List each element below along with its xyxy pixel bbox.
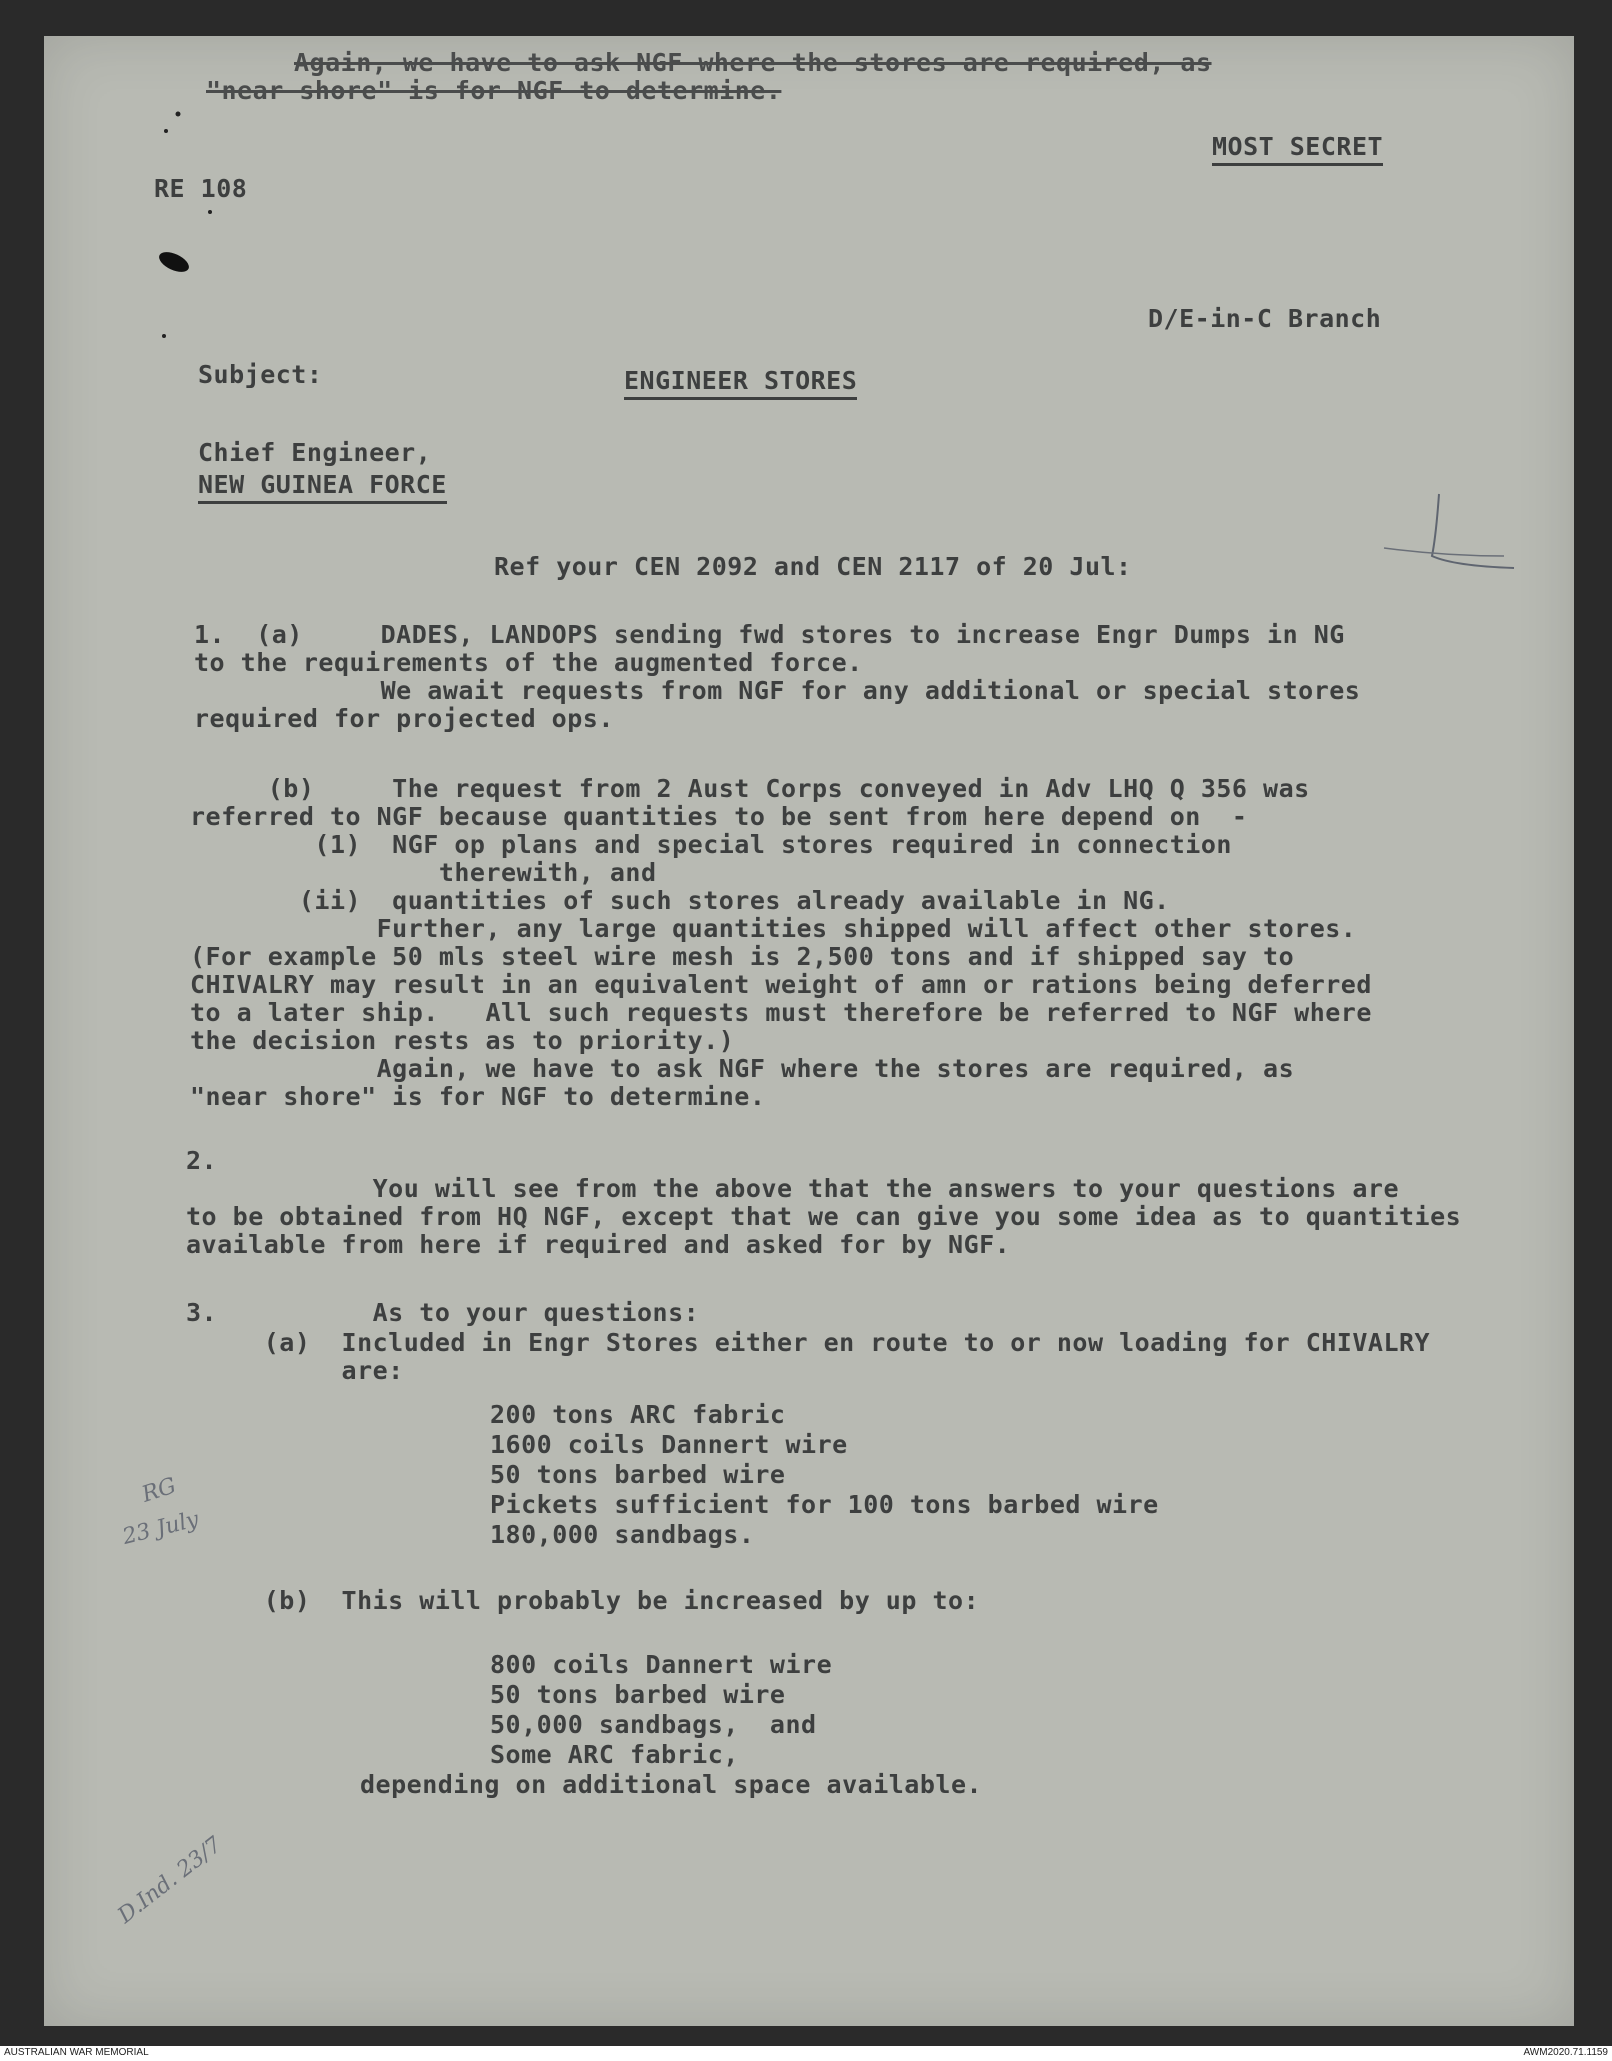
closing-line: depending on additional space available. [360, 1770, 983, 1799]
stores-list-b-item: 50,000 sandbags, and [490, 1710, 817, 1739]
para-1b-line: Further, any large quantities shipped will affect other stores. [190, 914, 1357, 943]
para-1b-line: (b) The request from 2 Aust Corps conveyed in Adv LHQ Q 356 was [190, 774, 1310, 803]
classification-marking: MOST SECRET [1212, 132, 1383, 166]
stores-list-b-item: 50 tons barbed wire [490, 1680, 786, 1709]
stores-list-a-item: Pickets sufficient for 100 tons barbed wire [490, 1490, 1159, 1519]
stores-list-b-item: 800 coils Dannert wire [490, 1650, 833, 1679]
struck-line-1: Again, we have to ask NGF where the stores are required, as [294, 48, 1212, 77]
stores-list-b-item: Some ARC fabric, [490, 1740, 739, 1769]
para-1b-line: Again, we have to ask NGF where the stores are required, as [190, 1054, 1295, 1083]
reference-line: Ref your CEN 2092 and CEN 2117 of 20 Jul: [494, 552, 1132, 581]
stores-list-a-item: 50 tons barbed wire [490, 1460, 786, 1489]
para-2-line: to be obtained from HQ NGF, except that we can give you some idea as to quantities [186, 1202, 1462, 1231]
para-1b-line: (1) NGF op plans and special stores required in connection [190, 830, 1232, 859]
document-page [44, 36, 1574, 2026]
para-3-line: are: [186, 1356, 404, 1385]
para-2-line: 2. [186, 1146, 218, 1175]
para-2-line: You will see from the above that the answers to your questions are [186, 1174, 1399, 1203]
addressee-line-2: NEW GUINEA FORCE [198, 470, 447, 504]
tick-mark-icon [1432, 494, 1514, 568]
para-1a-line: required for projected ops. [194, 704, 614, 733]
handwritten-date: 23 July [120, 1507, 202, 1550]
footer-accession-number: AWM2020.71.1159 [1523, 2047, 1608, 2058]
para-3-line: 3. As to your questions: [186, 1298, 700, 1327]
scan-marks [44, 36, 1574, 2026]
para-3-line: (a) Included in Engr Stores either en route to or now loading for CHIVALRY [186, 1328, 1431, 1357]
para-1b-line: "near shore" is for NGF to determine. [190, 1082, 766, 1111]
stores-list-a-item: 1600 coils Dannert wire [490, 1430, 848, 1459]
para-1b-line: (ii) quantities of such stores already available in NG. [190, 886, 1170, 915]
subject-title: ENGINEER STORES [624, 366, 857, 400]
punch-hole-icon [156, 248, 192, 276]
archive-footer [0, 2046, 1612, 2061]
subject-label: Subject: [198, 360, 323, 389]
para-1b-line: to a later ship. All such requests must therefore be referred to NGF where [190, 998, 1372, 1027]
stores-list-a-item: 200 tons ARC fabric [490, 1400, 786, 1429]
file-reference: RE 108 [154, 174, 248, 203]
para-1a-line: to the requirements of the augmented force. [194, 648, 863, 677]
para-1a-line: We await requests from NGF for any additional or special stores [194, 676, 1361, 705]
footer-institution: AUSTRALIAN WAR MEMORIAL [4, 2047, 149, 2058]
para-1b-line: CHIVALRY may result in an equivalent weight of amn or rations being deferred [190, 970, 1372, 999]
para-1b-line: the decision rests as to priority.) [190, 1026, 735, 1055]
para-1b-line: referred to NGF because quantities to be sent from here depend on - [190, 802, 1248, 831]
para-3b-line: (b) This will probably be increased by up to: [186, 1586, 980, 1615]
handwritten-note: D.Ind. 23/7 [113, 1832, 227, 1929]
struck-line-2: "near shore" is for NGF to determine. [206, 76, 782, 105]
para-2-line: available from here if required and asked for by NGF. [186, 1230, 1011, 1259]
para-1b-line: (For example 50 mls steel wire mesh is 2,500 tons and if shipped say to [190, 942, 1295, 971]
para-1a-line: 1. (a) DADES, LANDOPS sending fwd stores to increase Engr Dumps in NG [194, 620, 1345, 649]
addressee-line-1: Chief Engineer, [198, 438, 432, 467]
para-1b-line: therewith, and [190, 858, 657, 887]
branch-line: D/E-in-C Branch [1148, 304, 1382, 333]
stores-list-a-item: 180,000 sandbags. [490, 1520, 755, 1549]
handwritten-initials: RG [138, 1473, 180, 1508]
